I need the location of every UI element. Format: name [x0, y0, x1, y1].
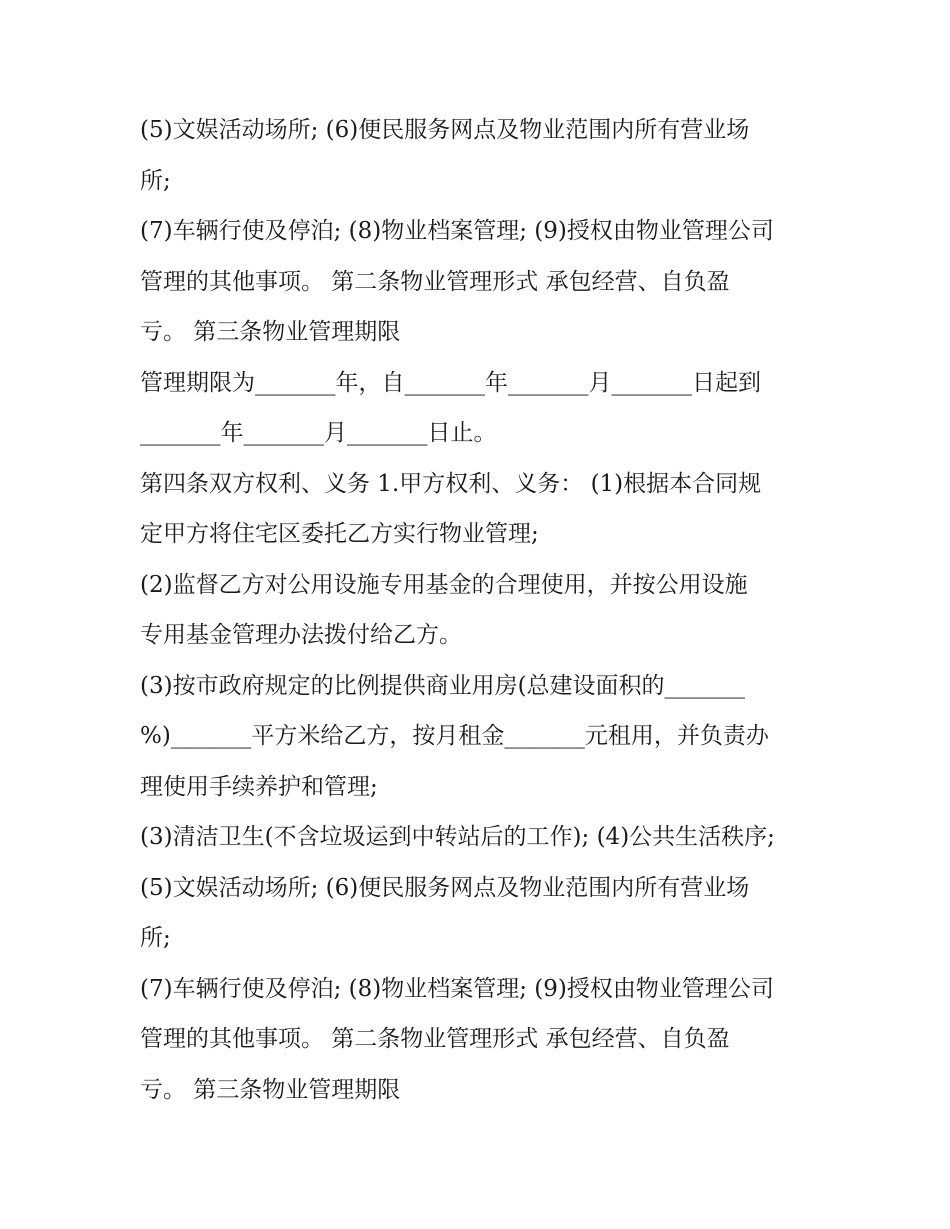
text-line: (7)车辆行使及停泊; (8)物业档案管理; (9)授权由物业管理公司 [140, 218, 774, 244]
text-line: 管理的其他事项。 第二条物业管理形式 承包经营、自负盈 [140, 268, 730, 295]
text-line: (2)监督乙方对公用设施专用基金的合理使用，并按公用设施 [140, 571, 748, 598]
text-line: 专用基金管理办法拨付给乙方。 [140, 622, 462, 648]
text-line: 第四条双方权利、义务 1.甲方权利、义务： (1)根据本合同规 [140, 470, 762, 497]
text-line: 理使用手续养护和管理; [140, 773, 378, 800]
text-line: (3)清洁卫生(不含垃圾运到中转站后的工作); (4)公共生活秩序; [140, 824, 775, 850]
document-body [140, 105, 830, 1115]
text-line: 管理的其他事项。 第二条物业管理形式 承包经营、自负盈 [140, 1026, 730, 1052]
text-line: %)_______平方米给乙方，按月租金_______元租用，并负责办 [140, 723, 769, 749]
text-line: 定甲方将住宅区委托乙方实行物业管理; [140, 521, 539, 547]
text-line: 所; [140, 167, 171, 194]
text-line: (7)车辆行使及停泊; (8)物业档案管理; (9)授权由物业管理公司 [140, 975, 774, 1002]
text-line: 亏。 第三条物业管理期限 [140, 319, 401, 345]
text-line: 所; [140, 925, 171, 951]
text-line: (5)文娱活动场所; (6)便民服务网点及物业范围内所有营业场 [140, 117, 750, 143]
text-line: (3)按市政府规定的比例提供商业用房(总建设面积的_______ [140, 672, 746, 699]
text-line: 亏。 第三条物业管理期限 [140, 1076, 401, 1103]
text-line: (5)文娱活动场所; (6)便民服务网点及物业范围内所有营业场 [140, 874, 750, 901]
text-line: 管理期限为_______年，自_______年_______月_______日起到 [140, 369, 761, 396]
text-line: _______年_______月_______日止。 [140, 420, 497, 446]
